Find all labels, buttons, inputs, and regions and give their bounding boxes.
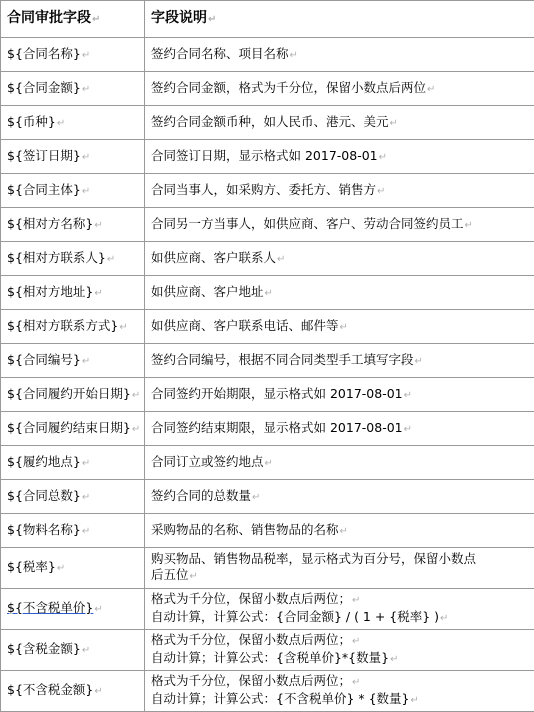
paragraph-mark-icon: ↵ [208, 14, 216, 25]
desc-cell [145, 589, 534, 630]
field-description: 购买物品、销售物品税率，显示格式为百分号，保留小数点 [151, 551, 476, 566]
paragraph-mark-icon: ↵ [119, 322, 127, 333]
field-name: ${币种} [7, 114, 56, 129]
desc-cell [145, 378, 534, 412]
field-description: 后五位 [151, 567, 189, 582]
field-name: ${履约地点} [7, 454, 81, 469]
header-label: 合同审批字段 [7, 10, 91, 26]
field-cell [1, 412, 145, 446]
field-description: 合同当事人，如采购方、委托方、销售方 [151, 182, 376, 197]
table-row [1, 378, 534, 412]
table-row [1, 514, 534, 548]
table-row [1, 344, 534, 378]
field-name: ${不含税单价} [7, 600, 93, 615]
field-cell [1, 548, 145, 589]
field-name: ${合同主体} [7, 182, 81, 197]
field-description: 合同另一方当事人，如供应商、客户、劳动合同签约员工 [151, 216, 464, 231]
field-name: ${合同履约开始日期} [7, 386, 131, 401]
field-name: ${税率} [7, 559, 56, 574]
desc-cell [145, 671, 534, 712]
field-cell [1, 242, 145, 276]
paragraph-mark-icon: ↵ [252, 492, 260, 503]
field-cell [1, 514, 145, 548]
paragraph-mark-icon: ↵ [265, 458, 273, 469]
field-name: ${相对方地址} [7, 284, 93, 299]
field-description: 合同订立或签约地点 [151, 454, 264, 469]
paragraph-mark-icon: ↵ [415, 356, 423, 367]
paragraph-mark-icon: ↵ [57, 118, 65, 129]
field-description: 自动计算；计算公式：{含税单价}*{数量} [151, 650, 389, 665]
field-cell [1, 344, 145, 378]
desc-cell [145, 548, 534, 589]
desc-cell [145, 106, 534, 140]
field-cell [1, 446, 145, 480]
desc-cell [145, 480, 534, 514]
desc-cell [145, 630, 534, 671]
paragraph-mark-icon: ↵ [379, 152, 387, 163]
field-name: ${合同名称} [7, 46, 81, 61]
field-cell [1, 106, 145, 140]
paragraph-mark-icon: ↵ [265, 288, 273, 299]
paragraph-mark-icon: ↵ [82, 186, 90, 197]
paragraph-mark-icon: ↵ [377, 186, 385, 197]
desc-cell [145, 310, 534, 344]
desc-cell [145, 208, 534, 242]
desc-cell [145, 276, 534, 310]
field-cell [1, 589, 145, 630]
desc-cell [145, 514, 534, 548]
paragraph-mark-icon: ↵ [352, 677, 360, 688]
field-description: 签约合同金额币种，如人民币、港元、美元 [151, 114, 389, 129]
paragraph-mark-icon: ↵ [411, 695, 419, 706]
field-name: ${签订日期} [7, 148, 81, 163]
field-cell [1, 174, 145, 208]
paragraph-mark-icon: ↵ [340, 322, 348, 333]
paragraph-mark-icon: ↵ [57, 563, 65, 574]
field-description: 签约合同编号，根据不同合同类型手工填写字段 [151, 352, 414, 367]
table-header-row [1, 1, 534, 38]
desc-line [151, 591, 534, 609]
field-cell [1, 310, 145, 344]
field-cell [1, 630, 145, 671]
paragraph-mark-icon: ↵ [390, 654, 398, 665]
field-name: ${物料名称} [7, 522, 81, 537]
desc-line [151, 691, 534, 709]
table-row [1, 72, 534, 106]
paragraph-mark-icon: ↵ [277, 254, 285, 265]
desc-cell [145, 174, 534, 208]
table-row [1, 310, 534, 344]
desc-cell [145, 446, 534, 480]
paragraph-mark-icon: ↵ [352, 636, 360, 647]
field-name: ${合同履约结束日期} [7, 420, 131, 435]
paragraph-mark-icon: ↵ [107, 254, 115, 265]
field-description: 格式为千分位，保留小数点后两位； [151, 673, 351, 688]
field-description: 签约合同的总数量 [151, 488, 251, 503]
desc-line [151, 632, 534, 650]
field-cell [1, 208, 145, 242]
field-name: ${合同金额} [7, 80, 81, 95]
field-name: ${含税金额} [7, 641, 81, 656]
field-description: 采购物品的名称、销售物品的名称 [151, 522, 339, 537]
field-description: 合同签约开始期限，显示格式如 2017-08-01 [151, 386, 403, 401]
header-label: 字段说明 [151, 10, 207, 26]
paragraph-mark-icon: ↵ [82, 645, 90, 656]
paragraph-mark-icon: ↵ [94, 220, 102, 231]
desc-cell [145, 344, 534, 378]
desc-line [151, 673, 534, 691]
paragraph-mark-icon: ↵ [132, 424, 140, 435]
table-row [1, 140, 534, 174]
desc-cell [145, 412, 534, 446]
table-row [1, 208, 534, 242]
paragraph-mark-icon: ↵ [404, 390, 412, 401]
paragraph-mark-icon: ↵ [465, 220, 473, 231]
field-cell [1, 480, 145, 514]
field-description: 自动计算；计算公式：{不含税单价} * {数量} [151, 691, 410, 706]
desc-cell [145, 242, 534, 276]
field-name: ${合同编号} [7, 352, 81, 367]
table-row [1, 106, 534, 140]
table-row [1, 174, 534, 208]
field-description: 如供应商、客户联系人 [151, 250, 276, 265]
paragraph-mark-icon: ↵ [82, 458, 90, 469]
paragraph-mark-icon: ↵ [94, 288, 102, 299]
field-description: 自动计算，计算公式：{合同金额} / ( 1 + {税率} ) [151, 609, 439, 624]
desc-line [151, 609, 534, 627]
field-description: 如供应商、客户联系电话、邮件等 [151, 318, 339, 333]
paragraph-mark-icon: ↵ [440, 613, 448, 624]
paragraph-mark-icon: ↵ [340, 526, 348, 537]
table-row [1, 480, 534, 514]
desc-cell [145, 38, 534, 72]
paragraph-mark-icon: ↵ [82, 50, 90, 61]
field-description: 合同签约结束期限，显示格式如 2017-08-01 [151, 420, 403, 435]
field-cell [1, 671, 145, 712]
table-row [1, 446, 534, 480]
paragraph-mark-icon: ↵ [290, 50, 298, 61]
table-row [1, 671, 534, 712]
field-description: 签约合同金额，格式为千分位，保留小数点后两位 [151, 80, 426, 95]
desc-cell [145, 72, 534, 106]
paragraph-mark-icon: ↵ [352, 595, 360, 606]
field-description: 格式为千分位，保留小数点后两位； [151, 591, 351, 606]
field-description: 合同签订日期，显示格式如 2017-08-01 [151, 148, 378, 163]
field-description: 签约合同名称、项目名称 [151, 46, 289, 61]
field-description: 格式为千分位，保留小数点后两位； [151, 632, 351, 647]
paragraph-mark-icon: ↵ [82, 492, 90, 503]
table-row [1, 412, 534, 446]
field-cell [1, 140, 145, 174]
paragraph-mark-icon: ↵ [82, 84, 90, 95]
paragraph-mark-icon: ↵ [404, 424, 412, 435]
desc-cell [145, 140, 534, 174]
table-row [1, 630, 534, 671]
table-row [1, 38, 534, 72]
desc-line [151, 567, 534, 585]
desc-line [151, 551, 534, 567]
paragraph-mark-icon: ↵ [132, 390, 140, 401]
paragraph-mark-icon: ↵ [427, 84, 435, 95]
field-name: ${相对方联系方式} [7, 318, 118, 333]
field-cell [1, 72, 145, 106]
paragraph-mark-icon: ↵ [390, 118, 398, 129]
field-name: ${不含税金额} [7, 682, 93, 697]
field-description: 如供应商、客户地址 [151, 284, 264, 299]
field-name: ${合同总数} [7, 488, 81, 503]
field-cell [1, 38, 145, 72]
paragraph-mark-icon: ↵ [94, 604, 102, 615]
desc-line [151, 650, 534, 668]
header-cell-field [1, 1, 145, 38]
field-name: ${相对方联系人} [7, 250, 106, 265]
table-row [1, 242, 534, 276]
field-cell [1, 276, 145, 310]
table-row [1, 276, 534, 310]
field-cell [1, 378, 145, 412]
header-cell-desc [145, 1, 534, 38]
paragraph-mark-icon: ↵ [82, 526, 90, 537]
table-row [1, 589, 534, 630]
paragraph-mark-icon: ↵ [92, 14, 100, 25]
field-name: ${相对方名称} [7, 216, 93, 231]
paragraph-mark-icon: ↵ [82, 152, 90, 163]
table-row [1, 548, 534, 589]
paragraph-mark-icon: ↵ [94, 686, 102, 697]
paragraph-mark-icon: ↵ [190, 571, 198, 582]
paragraph-mark-icon: ↵ [82, 356, 90, 367]
